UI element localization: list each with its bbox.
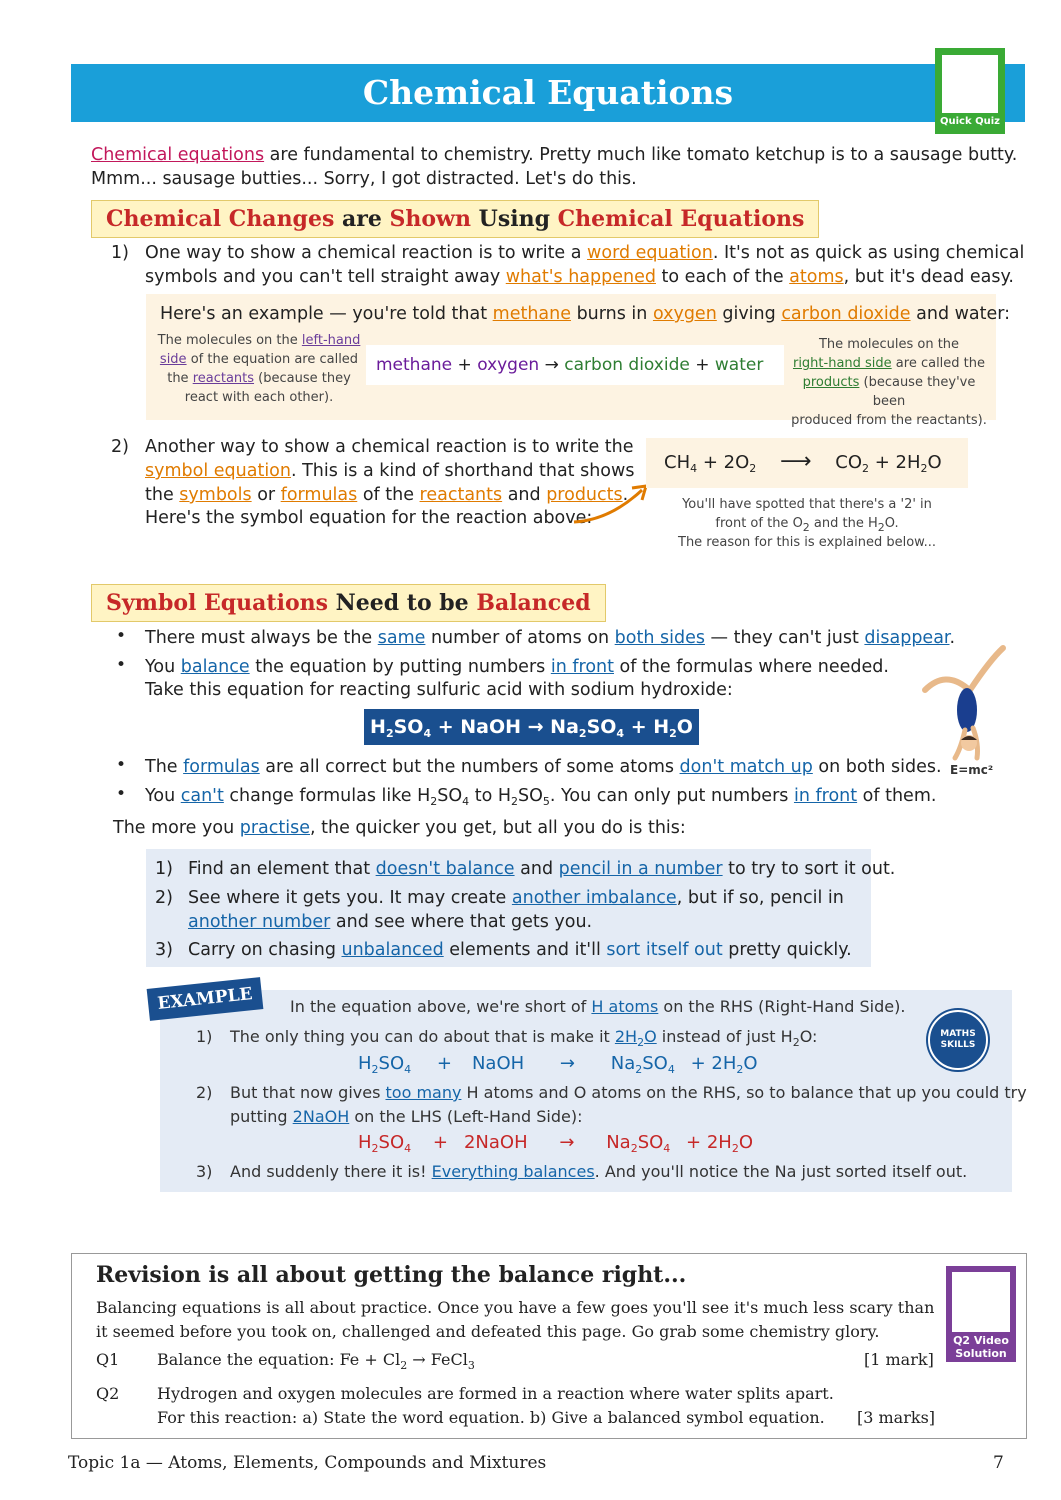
- bullet-4: You can't change formulas like $H_2SO_4$ to $H_2SO_5$. You can only put numbers in front of them.: [145, 786, 937, 808]
- worked-3: And suddenly there it is! Everything balances. And you'll notice the Na just sorted itself out.: [230, 1162, 968, 1181]
- worked-2: But that now gives too many H atoms and O atoms on the RHS, so to balance that up you could try: [230, 1083, 1027, 1102]
- q1-text: Balance the equation: $Fe + Cl_2$ → FeCl$_3$: [157, 1350, 475, 1372]
- bullet-3: The formulas are all correct but the numbers of some atoms don't match up on both sides.: [145, 757, 942, 777]
- curved-arrow-icon: [570, 478, 652, 528]
- step-3: Carry on chasing unbalanced elements and it'll sort itself out pretty quickly.: [188, 940, 852, 960]
- q2-text-1: Hydrogen and oxygen molecules are formed in a reaction where water splits apart.: [157, 1384, 834, 1403]
- symbol-equation: $CH_4 + 2O_2$ ⟶ $CO_2 + 2H_2O$: [664, 449, 942, 475]
- practise-line: The more you practise, the quicker you get, but all you do is this:: [113, 818, 686, 838]
- p1-line-2: symbols and you can't tell straight away what's happened to each of the atoms, but it's dead easy.: [145, 267, 1014, 287]
- p2-number: 2): [111, 437, 129, 457]
- bullet-dot: •: [116, 755, 127, 775]
- p2-line-3: the symbols or formulas of the reactants and products.: [145, 485, 629, 505]
- step-2: See where it gets you. It may create another imbalance, but if so, pencil in: [188, 888, 844, 908]
- step-2-number: 2): [155, 888, 173, 908]
- gymnast-illustration: [915, 640, 1015, 765]
- revision-text-1: Balancing equations is all about practice. Once you have a few goes you'll see it's much less scary than: [96, 1298, 935, 1317]
- page-number: 7: [993, 1453, 1004, 1473]
- quick-quiz-label: Quick Quiz: [940, 116, 1000, 127]
- p1-line-1: One way to show a chemical reaction is to write a word equation. It's not as quick as using chemical: [145, 243, 1025, 263]
- step-1-number: 1): [155, 859, 173, 879]
- example-badge: EXAMPLE: [147, 977, 264, 1021]
- example-heading: Here's an example — you're told that methane burns in oxygen giving carbon dioxide and water:: [160, 304, 1011, 324]
- bullet-2: You balance the equation by putting numbers in front of the formulas where needed.: [145, 657, 889, 677]
- p2-line-2: symbol equation. This is a kind of shorthand that shows: [145, 461, 635, 481]
- sulfuric-acid-equation: $H_2SO_4$ + NaOH → $Na_2SO_4 + H_2O$: [364, 709, 699, 745]
- q1-label: Q1: [96, 1350, 120, 1369]
- q2-marks: [3 marks]: [857, 1408, 936, 1427]
- page-title: Chemical Equations: [362, 73, 734, 112]
- worked-2-number: 2): [196, 1083, 213, 1102]
- worked-equation-2: $H_2SO_4$ + 2NaOH → $Na_2SO_4 + 2H_2O$: [358, 1132, 753, 1155]
- step-3-number: 3): [155, 940, 173, 960]
- worked-2-cont: putting 2NaOH on the LHS (Left-Hand Side):: [230, 1107, 583, 1126]
- step-1: Find an element that doesn't balance and pencil in a number to try to sort it out.: [188, 859, 896, 879]
- worked-intro: In the equation above, we're short of H atoms on the RHS (Right-Hand Side).: [290, 997, 906, 1016]
- maths-skills-badge: MATHS SKILLS: [928, 1010, 988, 1070]
- bullet-dot: •: [116, 655, 127, 675]
- p2-line-1: Another way to show a chemical reaction is to write the: [145, 437, 634, 457]
- quick-quiz-qr-area: [942, 55, 998, 113]
- emc-label: E=mc²: [950, 763, 994, 777]
- q2-text-2: For this reaction: a) State the word equation. b) Give a balanced symbol equation.: [157, 1408, 825, 1427]
- bullet-dot: •: [116, 784, 127, 804]
- section-heading-balanced: Symbol Equations Need to be Balanced: [91, 584, 606, 622]
- revision-text-2: it seemed before you took on, challenged and defeated this page. Go grab some chemistry glory.: [96, 1322, 880, 1341]
- worked-1: The only thing you can do about that is make it $2H_2O$ instead of just $H_2O$:: [230, 1027, 818, 1049]
- bullet-1: There must always be the same number of atoms on both sides — they can't just disappear.: [145, 628, 956, 648]
- worked-3-number: 3): [196, 1162, 213, 1181]
- spotted-note: You'll have spotted that there's a '2' in front of the $O_2$ and the $H_2O$. The reason for this is explained below...: [678, 497, 936, 550]
- bullet-dot: •: [116, 626, 127, 646]
- q2-label: Q2: [96, 1384, 120, 1403]
- term-chemical-equations: Chemical equations: [91, 145, 265, 165]
- video-solution-label: Q2 Video Solution: [953, 1334, 1009, 1360]
- q1-marks: [1 mark]: [864, 1350, 934, 1369]
- intro-line-1: Chemical equations are fundamental to chemistry. Pretty much like tomato ketchup is to a sausage butty.: [91, 145, 1018, 165]
- worked-1-number: 1): [196, 1027, 213, 1046]
- reactants-note: The molecules on the left-hand side of the equation are called the reactants (because they react with each other).: [157, 333, 361, 405]
- step-2-cont: another number and see where that gets you.: [188, 912, 593, 932]
- p1-number: 1): [111, 243, 129, 263]
- worked-equation-1: $H_2SO_4$ + NaOH → $Na_2SO_4 + 2H_2O$: [358, 1053, 758, 1076]
- bullet-2-cont: Take this equation for reacting sulfuric acid with sodium hydroxide:: [145, 680, 733, 700]
- p2-line-4: Here's the symbol equation for the reaction above:: [145, 508, 593, 528]
- video-qr-area: [952, 1272, 1010, 1332]
- revision-title: Revision is all about getting the balance right...: [96, 1262, 687, 1288]
- intro-line-2: Mmm... sausage butties... Sorry, I got distracted. Let's do this.: [91, 169, 637, 189]
- products-note: The molecules on the right-hand side are called the products (because they've been produced from the reactants).: [791, 337, 987, 428]
- section-heading-chemical-changes: Chemical Changes are Shown Using Chemical Equations: [91, 200, 819, 238]
- footer-topic: Topic 1a — Atoms, Elements, Compounds and Mixtures: [68, 1453, 547, 1473]
- word-equation: methane + oxygen → carbon dioxide + water: [376, 355, 764, 375]
